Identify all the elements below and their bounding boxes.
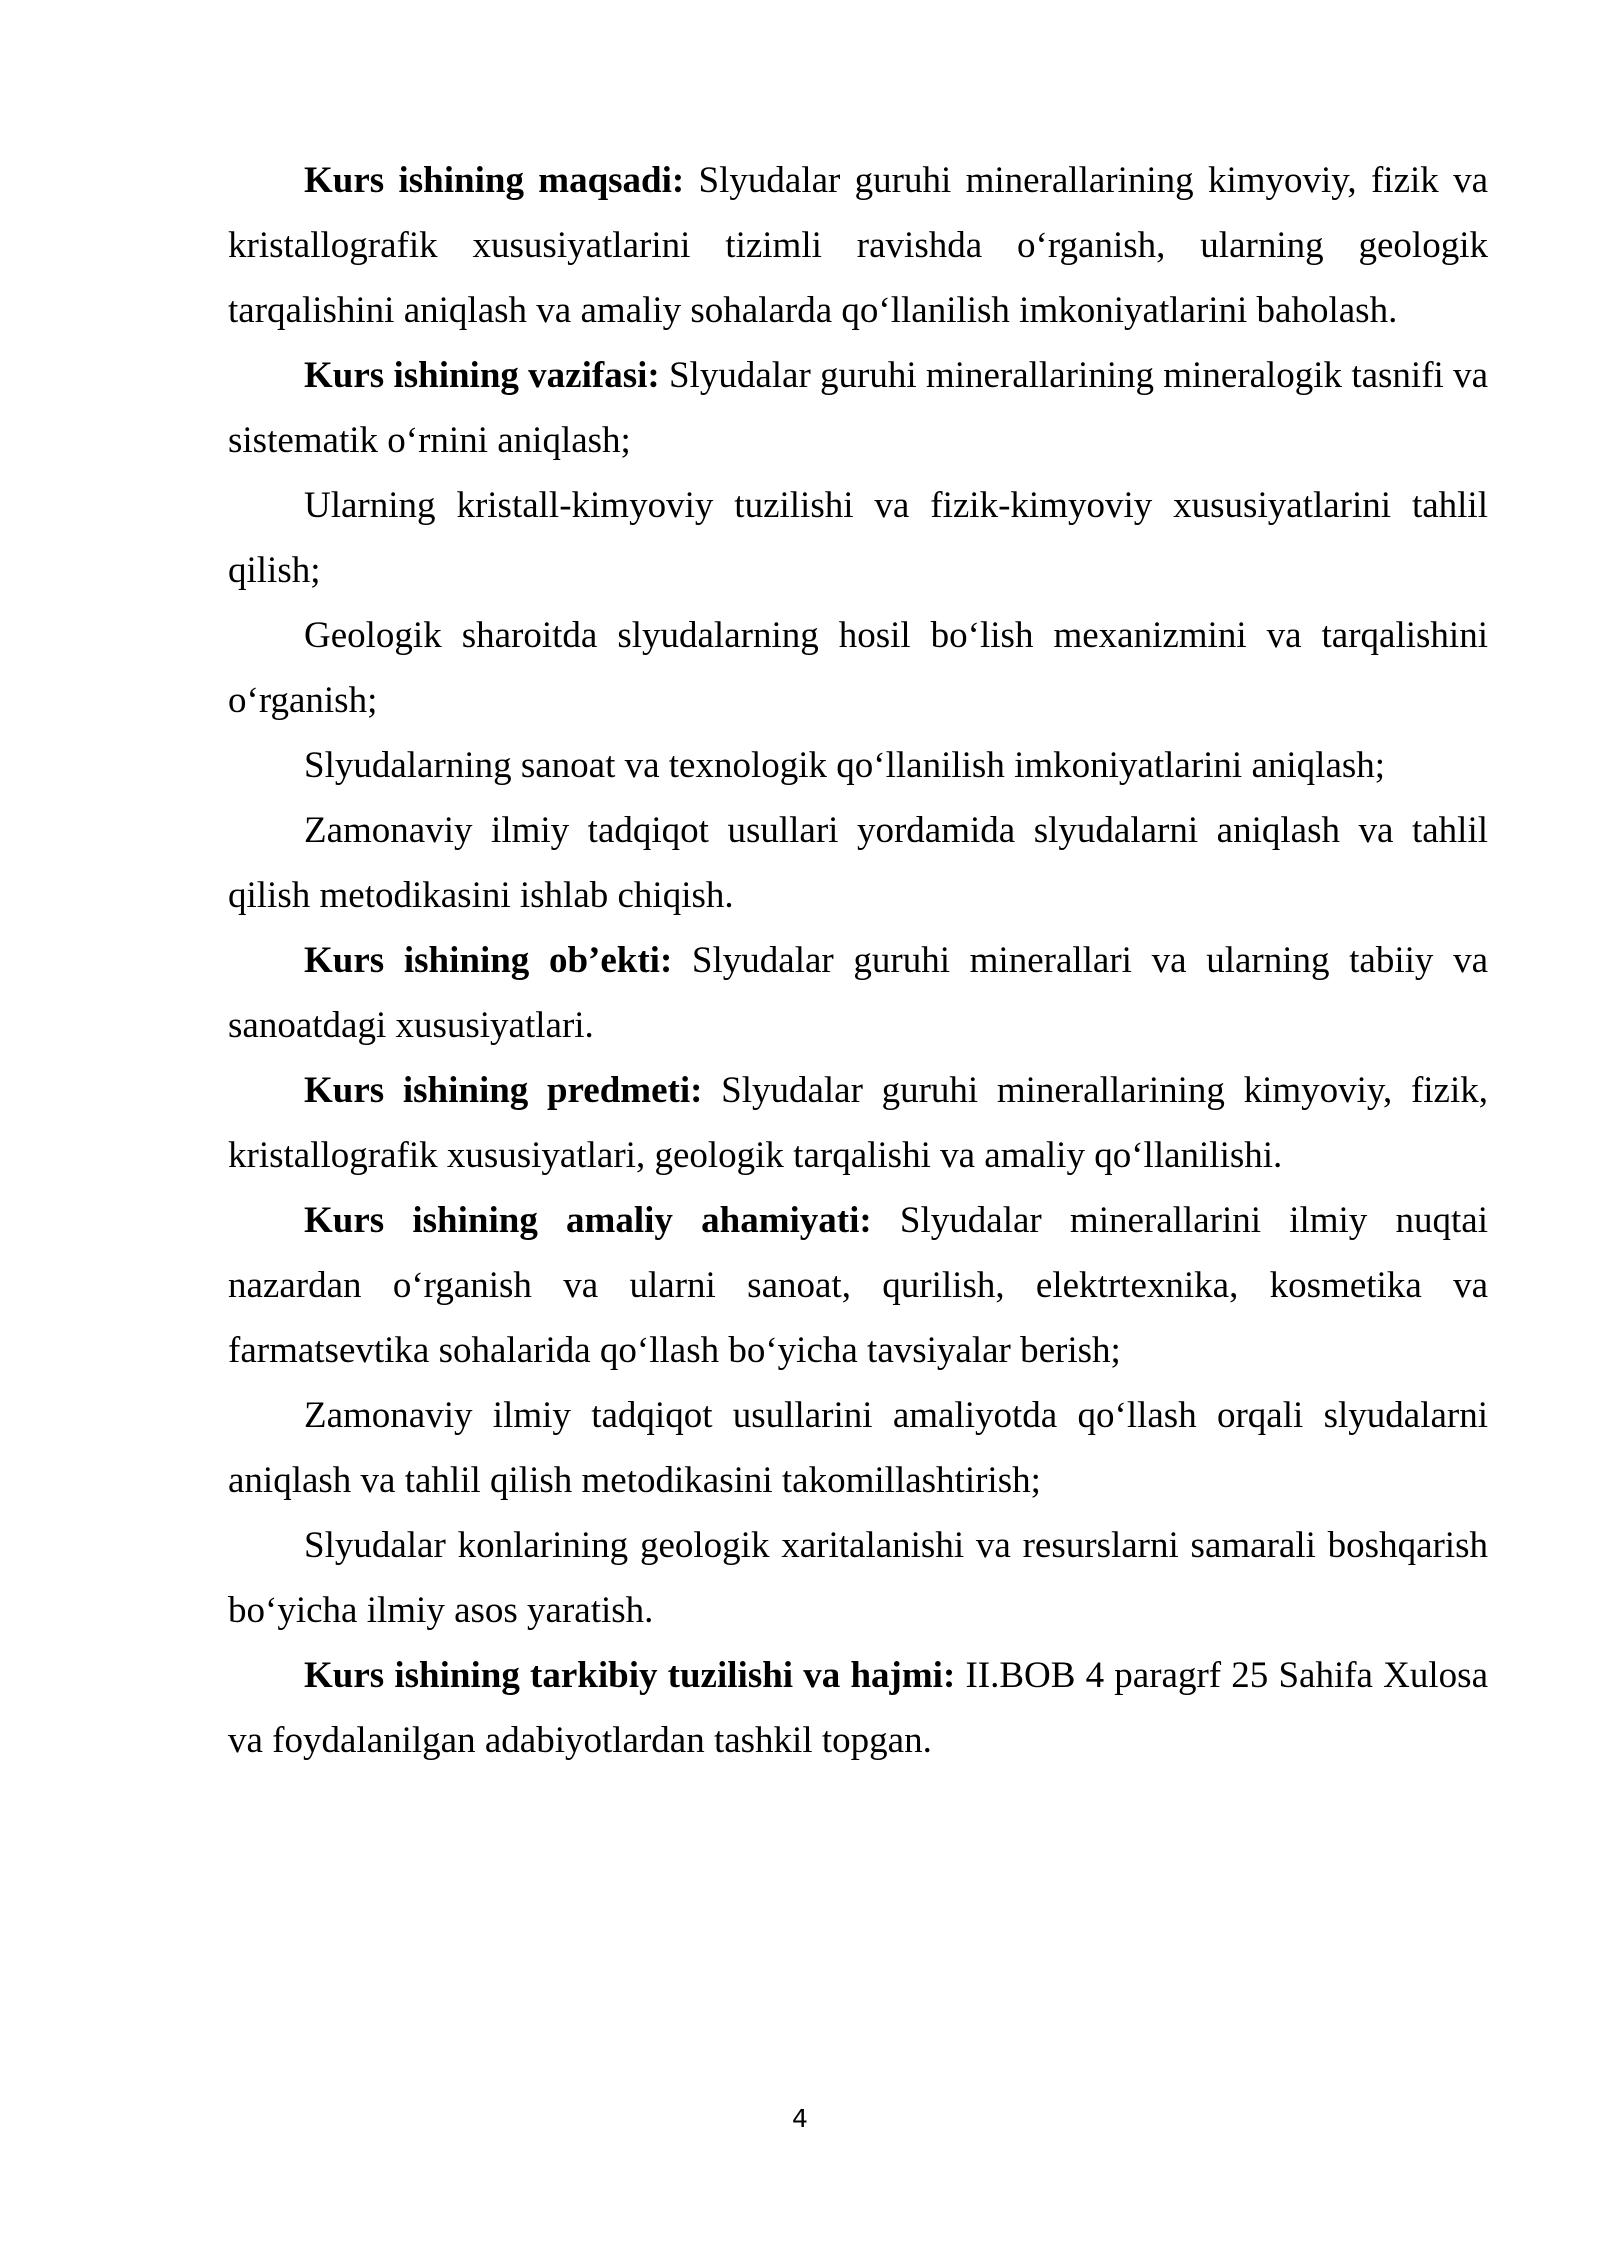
paragraph-ahamiyat-item <box>228 1383 1488 1513</box>
paragraph-vazifa-item <box>228 733 1488 798</box>
paragraph-text: Slyudalar guruhi minerallarining mineralogik tasnifi va sistematik o‘rnini aniqlash; <box>228 355 1488 461</box>
paragraph-heading: Kurs ishining amaliy ahamiyati: <box>304 1200 872 1241</box>
paragraph-heading: Kurs ishining tarkibiy tuzilishi va hajmi: <box>304 1655 956 1696</box>
paragraph-heading: Kurs ishining ob’ekti: <box>304 940 673 981</box>
paragraph-heading: Kurs ishining vazifasi: <box>304 355 660 396</box>
paragraph-text: Geologik sharoitda slyudalarning hosil bo‘lish mexanizmini va tarqalishini o‘rganish; <box>228 615 1488 721</box>
paragraph-vazifa-item <box>228 603 1488 733</box>
paragraph-predmeti <box>228 1058 1488 1188</box>
paragraph-text: Zamonaviy ilmiy tadqiqot usullari yordamida slyudalarni aniqlash va tahlil qilish metodikasini ishlab chiqish. <box>228 810 1488 916</box>
paragraph-heading: Kurs ishining maqsadi: <box>304 160 685 201</box>
paragraph-tuzilishi <box>228 1643 1488 1773</box>
paragraph-text: Slyudalar minerallarini ilmiy nuqtai nazardan o‘rganish va ularni sanoat, qurilish, elektrtexnika, kosmetika va farmatsevtika sohalarida qo‘llash bo‘yicha tavsiyalar berish; <box>228 1200 1488 1371</box>
paragraph-text: Slyudalarning sanoat va texnologik qo‘llanilish imkoniyatlarini aniqlash; <box>304 745 1386 786</box>
paragraph-vazifa-item <box>228 473 1488 603</box>
paragraph-text: Zamonaviy ilmiy tadqiqot usullarini amaliyotda qo‘llash orqali slyudalarni aniqlash va tahlil qilish metodikasini takomillashtirish; <box>228 1395 1488 1501</box>
page-number: 4 <box>792 2104 808 2133</box>
paragraph-text: Slyudalar guruhi minerallarining kimyoviy, fizik va kristallografik xususiyatlarini tizimli ravishda o‘rganish, ularning geologik tarqalishini aniqlash va amaliy sohalarda qo‘llanilish imkoniyatlarini baholash. <box>228 160 1488 331</box>
paragraph-maqsadi <box>228 148 1488 343</box>
paragraph-text: Slyudalar konlarining geologik xaritalanishi va resurslarni samarali boshqarish bo‘yicha ilmiy asos yaratish. <box>228 1525 1488 1631</box>
paragraph-amaliy-ahamiyati <box>228 1188 1488 1383</box>
paragraph-vazifa-item <box>228 798 1488 928</box>
paragraph-heading: Kurs ishining predmeti: <box>304 1070 703 1111</box>
paragraph-text: Slyudalar guruhi minerallari va ularning tabiiy va sanoatdagi xususiyatlari. <box>228 940 1488 1046</box>
paragraph-ahamiyat-item <box>228 1513 1488 1643</box>
paragraph-text: II.BOB 4 paragrf 25 Sahifa Xulosa va foydalanilgan adabiyotlardan tashkil topgan. <box>228 1655 1488 1761</box>
document-page <box>228 148 1488 1773</box>
paragraph-text: Slyudalar guruhi minerallarining kimyoviy, fizik, kristallografik xususiyatlari, geologik tarqalishi va amaliy qo‘llanilishi. <box>228 1070 1488 1176</box>
paragraph-obekti <box>228 928 1488 1058</box>
paragraph-text: Ularning kristall-kimyoviy tuzilishi va fizik-kimyoviy xususiyatlarini tahlil qilish; <box>228 485 1488 591</box>
paragraph-vazifasi <box>228 343 1488 473</box>
